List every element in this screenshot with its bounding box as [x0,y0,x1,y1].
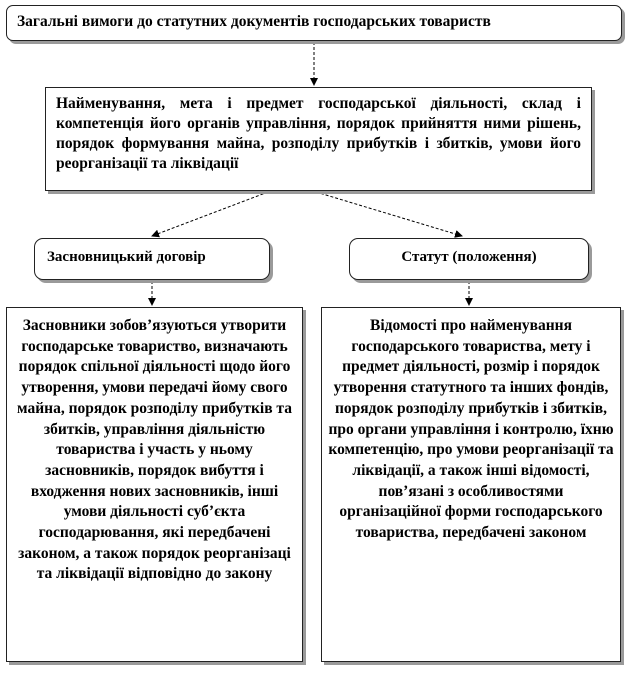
general-requirements-text: Загальні вимоги до статутних документів господарських товариств [17,13,491,30]
general-requirements-box [6,5,622,41]
statutory-content-text: Найменування, мета і предмет господарської діяльності, склад і компетенція його органів управління, порядок прийняття ними рішень, порядок формування майна, розподілу прибутків і збитків, умови його реорганізації та ліквідації [56,95,581,172]
charter-header [349,238,589,280]
founding-agreement-label: Засновницький договір [47,249,206,265]
founding-agreement-content [6,307,303,662]
statutory-content-box [45,87,592,191]
charter-text: Відомості про найменування господарського товариства, мету і предмет діяльності, розмір і порядок утворення статутного та інших фондів, порядок розподілу прибутків і збитків, про органи управління і контролю, їхню компетенцію, про умови реорганізації та ліквідації, а також інші відомості, пов’язані з особливостями організаційної форми господарського товариства, передбачені законом [328,317,614,542]
arrow-middle-to-right-head [316,192,462,236]
founding-agreement-text: Засновники зобов’язуються утворити господарське товариство, визначають порядок спільної діяльності щодо його утворення, умови передачі йому свого майна, порядок розподілу прибутків та збитків, управління діяльністю товариства і участь у ньому засновників, порядок вибуття і входження нових засновників, інші умови діяльності суб’єкта господарювання, які передбачені законом, а також порядок реорганізаці та ліквідації відповідно до закону [17,317,292,583]
charter-content [321,307,621,662]
charter-label: Статут (положення) [401,249,537,265]
founding-agreement-header [34,238,270,280]
arrow-middle-to-left-head [152,192,268,236]
